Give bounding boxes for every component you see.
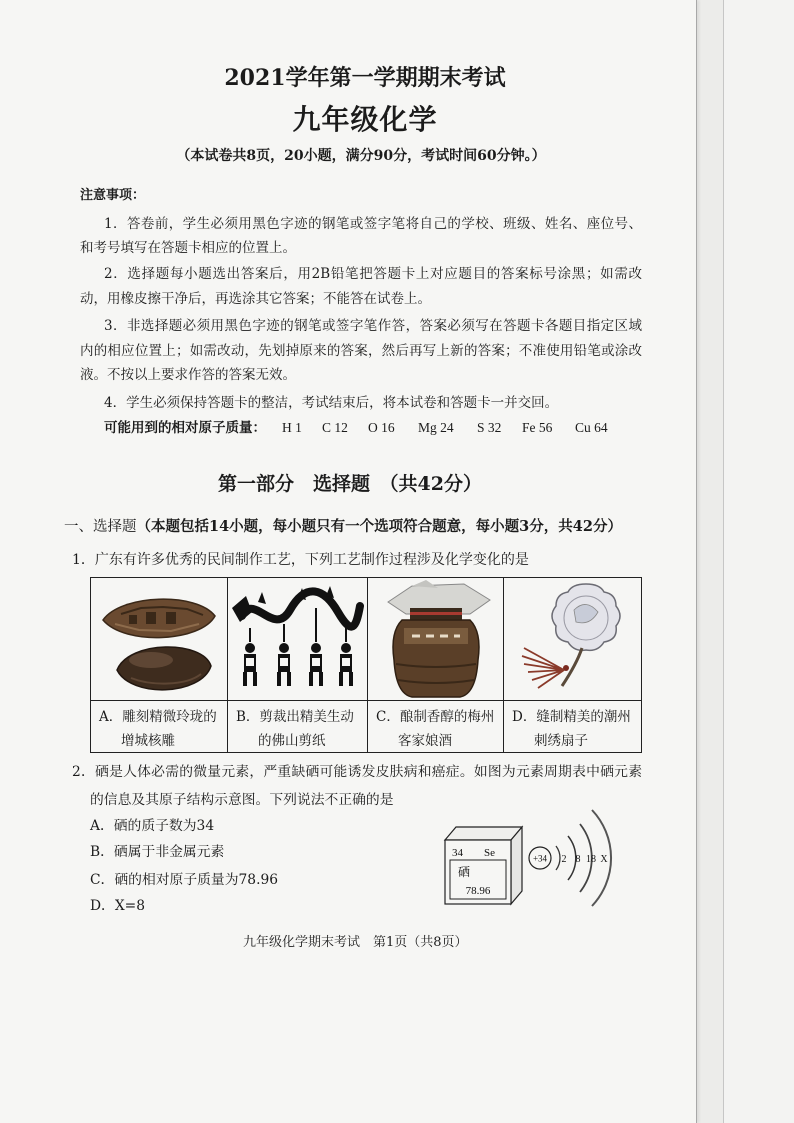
option-d-text-cell bbox=[504, 701, 641, 752]
instruction-3-line-2: 内的相应位置上；如需改动，先划掉原来的答案，然后再写上新的答案；不准使用铅笔或涂改 bbox=[80, 343, 642, 359]
atomic-mass-value: Fe 56 bbox=[522, 420, 553, 435]
atomic-mass-value: S 32 bbox=[477, 420, 502, 435]
option-c-image-cell bbox=[368, 578, 503, 700]
selenium-diagram bbox=[430, 790, 630, 915]
element-symbol: Se bbox=[484, 847, 495, 859]
question-2-stem-line-2: 的信息及其原子结构示意图。下列说法不正确的是 bbox=[90, 792, 394, 808]
section-heading bbox=[64, 517, 622, 537]
question-2-option-d: D．X=8 bbox=[90, 898, 146, 914]
subject-title: 九年级化学 bbox=[292, 103, 438, 136]
question-2-option-b: B．硒属于非金属元素 bbox=[90, 844, 225, 860]
atomic-mass-label: 可能用到的相对原子质量： bbox=[104, 420, 266, 436]
part-one-title: 第一部分 选择题 （共42分） bbox=[218, 473, 482, 495]
wine-jar-image bbox=[368, 578, 503, 700]
option-d-line-2: 刺绣扇子 bbox=[534, 733, 588, 749]
instruction-2-line-2: 动，用橡皮擦干净后，再选涂其它答案；不能答在试卷上。 bbox=[80, 291, 431, 307]
option-d-line-1: D．缝制精美的潮州 bbox=[512, 709, 631, 725]
atomic-mass: 78.96 bbox=[465, 885, 491, 897]
paper-cut-dragon-image bbox=[228, 578, 367, 700]
question-2-stem-line-1: 2．硒是人体必需的微量元素，严重缺硒可能诱发皮肤病和癌症。如图为元素周期表中硒元素 bbox=[72, 764, 642, 780]
atomic-mass-value: Cu 64 bbox=[575, 420, 608, 435]
instruction-2-line-1: 2．选择题每小题选出答案后，用2B铅笔把答题卡上对应题目的答案标号涂黑；如需改 bbox=[104, 266, 642, 282]
option-a-image-cell bbox=[91, 578, 227, 700]
instruction-3-line-1: 3．非选择题必须用黑色字迹的钢笔或签字笔作答，答案必须写在答题卡各题目指定区域 bbox=[104, 318, 642, 334]
page-footer: 九年级化学期末考试 第1页（共8页） bbox=[243, 935, 468, 950]
shell-electrons-1: 2 bbox=[561, 854, 567, 865]
option-a-line-2: 增城核雕 bbox=[121, 733, 175, 749]
option-a-text-cell bbox=[91, 701, 227, 752]
option-d-image-cell bbox=[504, 578, 641, 700]
instruction-1-line-1: 1．答卷前，学生必须用黑色字迹的钢笔或签字笔将自己的学校、班级、姓名、座位号、 bbox=[104, 216, 642, 232]
question-2-option-a: A．硒的质子数为34 bbox=[90, 818, 215, 834]
exam-note: （本试卷共8页，20小题，满分90分，考试时间60分钟。） bbox=[176, 148, 546, 164]
element-name: 硒 bbox=[458, 865, 471, 879]
instructions-heading: 注意事项： bbox=[80, 188, 146, 203]
question-1-option-table bbox=[90, 577, 642, 753]
option-c-line-1: C．酿制香醇的梅州 bbox=[376, 709, 495, 725]
option-b-line-2: 的佛山剪纸 bbox=[258, 733, 326, 749]
question-1-stem: 1．广东有许多优秀的民间制作工艺，下列工艺制作过程涉及化学变化的是 bbox=[72, 552, 529, 568]
carved-olive-pit-image bbox=[91, 578, 227, 700]
option-b-image-cell bbox=[228, 578, 367, 700]
option-b-line-1: B．剪裁出精美生动 bbox=[236, 709, 354, 725]
shell-electrons-4: X bbox=[600, 854, 608, 865]
atomic-number: 34 bbox=[452, 847, 463, 859]
option-b-text-cell bbox=[228, 701, 367, 752]
atomic-mass-value: H 1 bbox=[282, 420, 302, 435]
question-2-option-c: C．硒的相对原子质量为78.96 bbox=[90, 872, 279, 888]
option-c-line-2: 客家娘酒 bbox=[398, 733, 452, 749]
section-label: 一、选择题 bbox=[64, 519, 137, 535]
nucleus-charge: +34 bbox=[532, 853, 548, 864]
atom-structure-diagram bbox=[529, 810, 611, 906]
atomic-mass-value: O 16 bbox=[368, 420, 395, 435]
atomic-mass-value: Mg 24 bbox=[418, 420, 454, 435]
atomic-mass-value: C 12 bbox=[322, 420, 348, 435]
shell-electrons-3: 18 bbox=[586, 854, 596, 865]
selenium-element-cell bbox=[445, 827, 522, 904]
instruction-4-line-1: 4．学生必须保持答题卡的整洁，考试结束后，将本试卷和答题卡一并交回。 bbox=[104, 395, 559, 411]
option-a-line-1: A．雕刻精微玲珑的 bbox=[99, 709, 217, 725]
instruction-3-line-3: 液。不按以上要求作答的答案无效。 bbox=[80, 367, 296, 383]
shell-electrons-2: 8 bbox=[575, 854, 581, 865]
electron-shell-1 bbox=[556, 846, 560, 870]
exam-title: 2021学年第一学期期末考试 bbox=[224, 65, 506, 91]
embroidered-fan-image bbox=[504, 578, 641, 700]
section-note: （本题包括14小题，每小题只有一个选项符合题意，每小题3分，共42分） bbox=[136, 518, 622, 535]
instruction-1-line-2: 和考号填写在答题卡相应的位置上。 bbox=[80, 240, 296, 256]
option-c-text-cell bbox=[368, 701, 503, 752]
